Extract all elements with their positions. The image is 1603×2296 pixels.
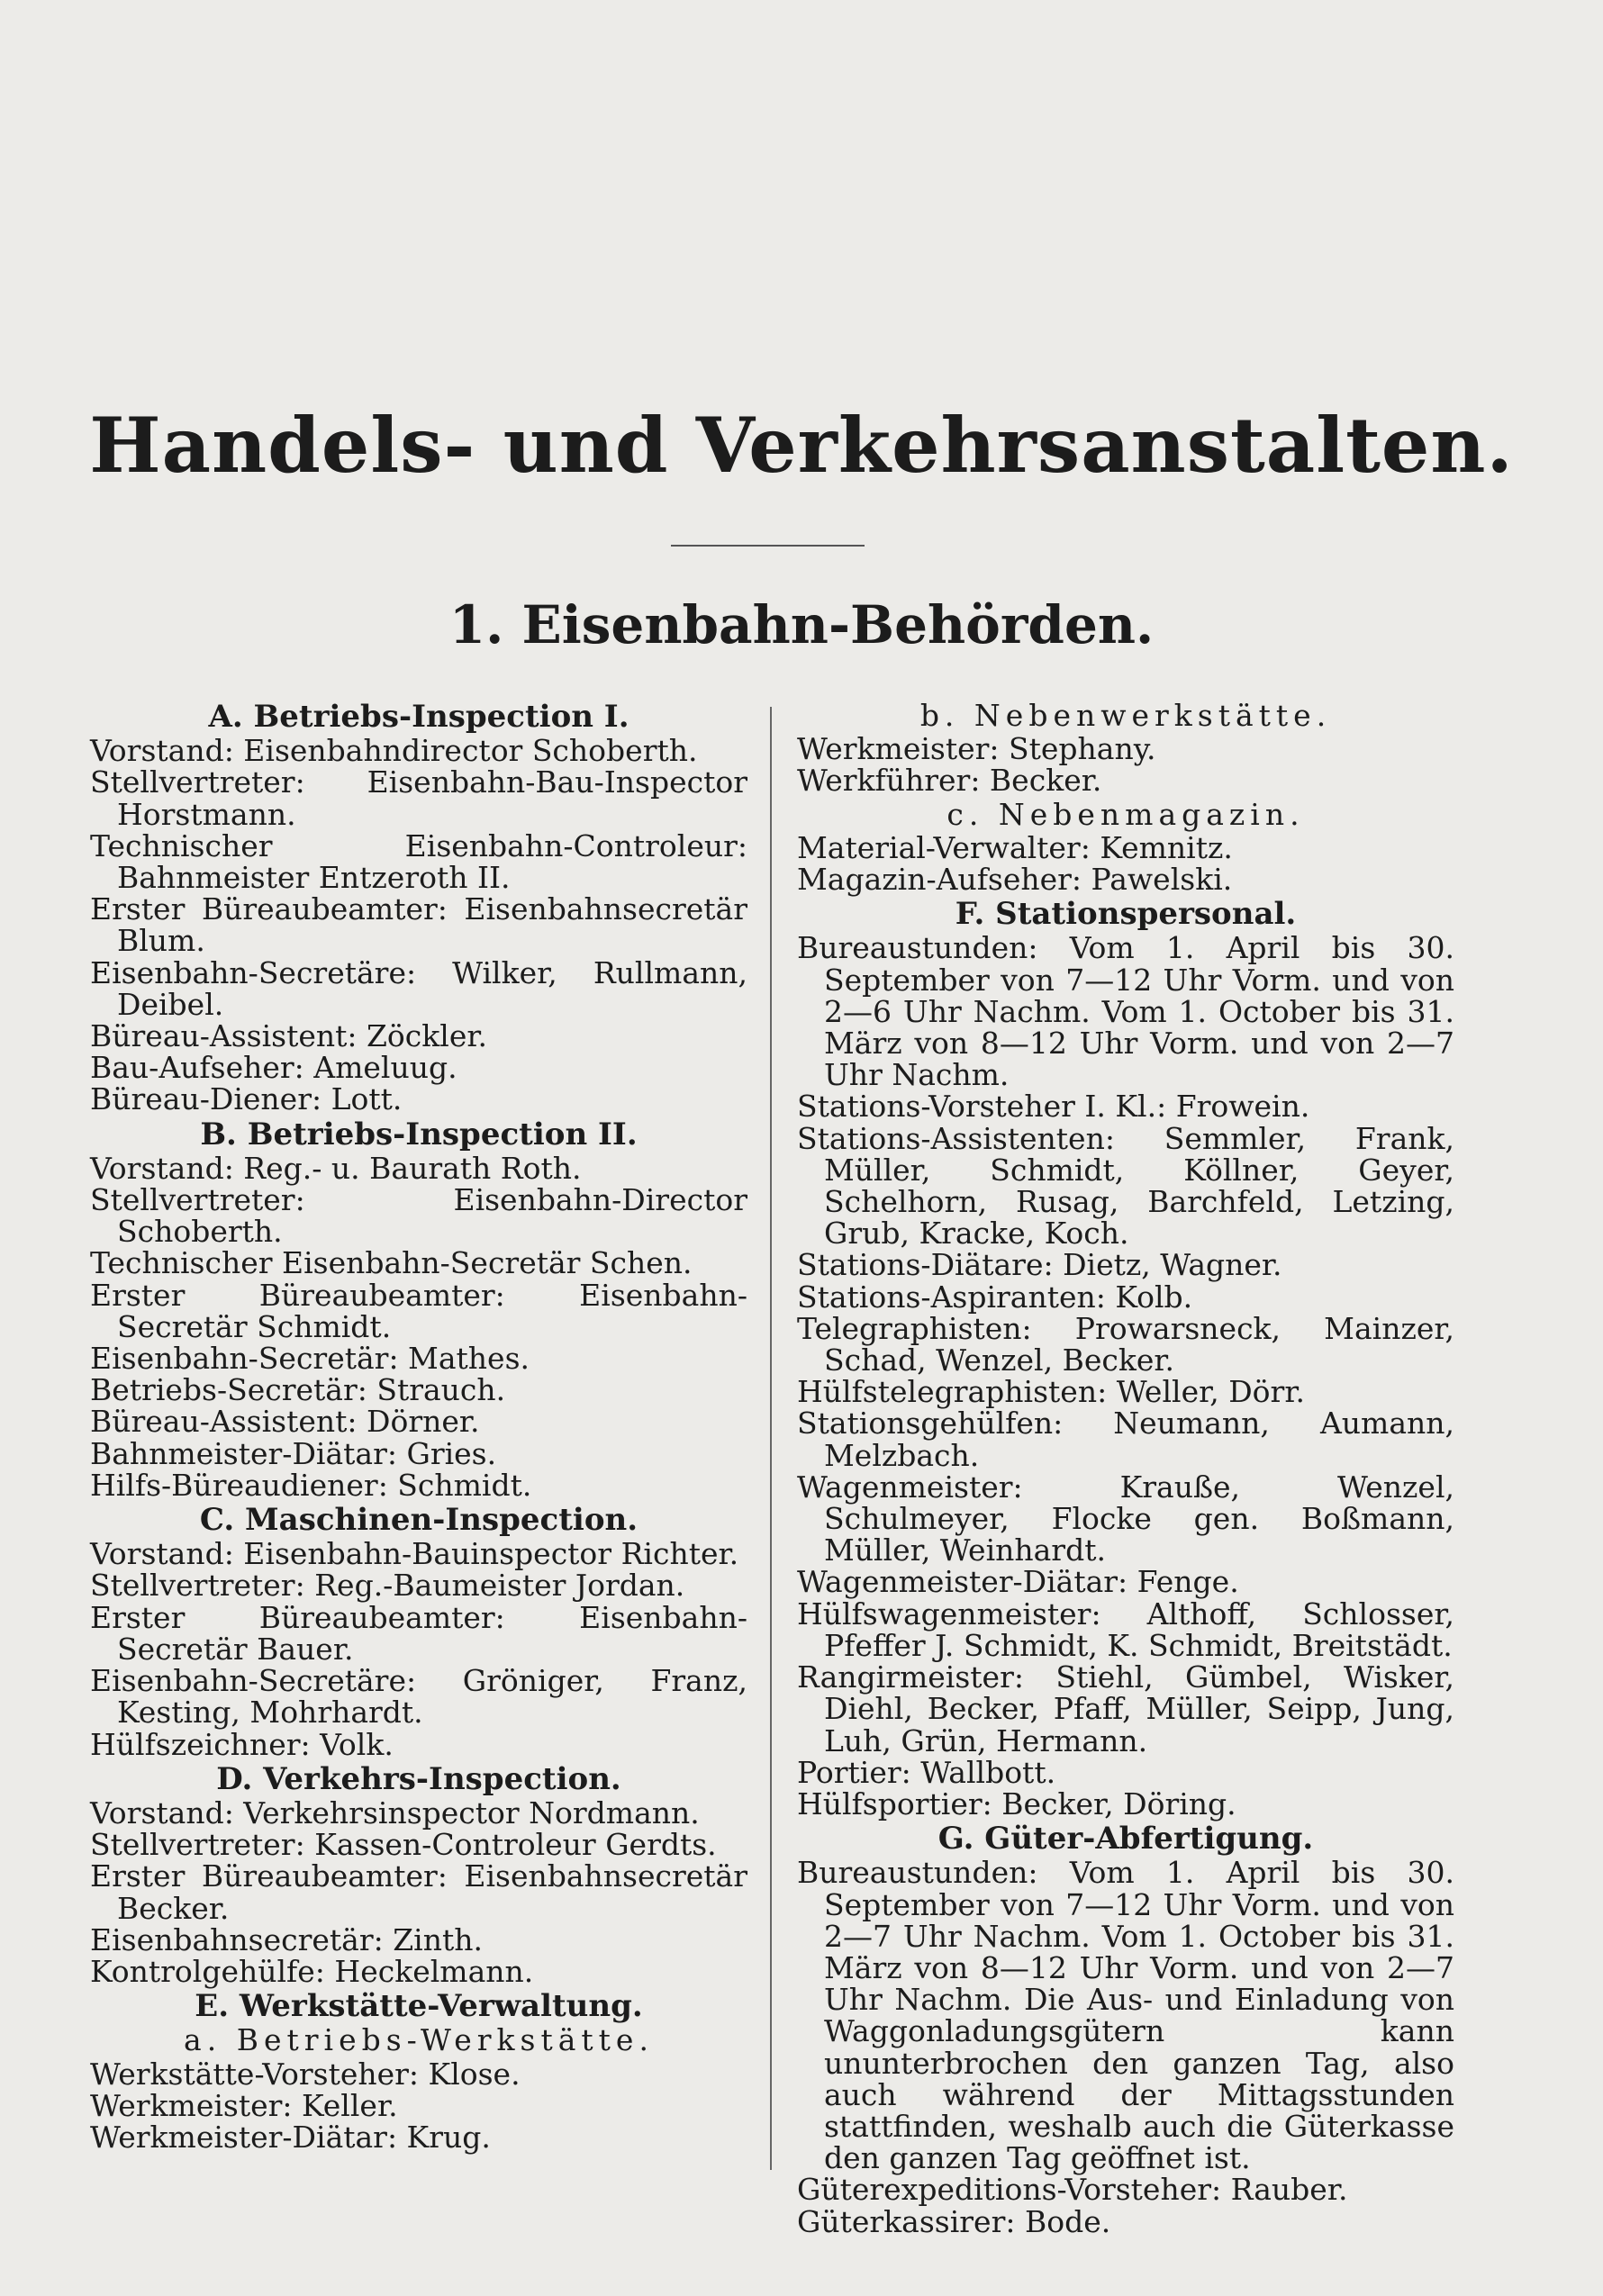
subsection-heading: b. Nebenwerkstätte. <box>919 698 1332 733</box>
directory-entry: Magazin-Aufseher: Pawelski. <box>797 862 1233 898</box>
directory-entry: Werkmeister: Keller. <box>90 2087 398 2123</box>
subsection-heading: c. Nebenmagazin. <box>946 796 1305 832</box>
directory-entry: Stations-Diätare: Dietz, Wagner. <box>797 1247 1282 1283</box>
directory-entry: Bahnmeister-Diätar: Gries. <box>90 1435 497 1471</box>
title-rule <box>671 545 865 547</box>
directory-entry: Bureaustunden: Vom 1. April bis 30. September von 7—12 Uhr Vorm. und von 2—6 Uhr Nachm. Vom 1. October bis 31. März von 8—12 Uhr Vorm. und von 2—7 Uhr Nachm. <box>797 930 1454 1093</box>
directory-entry: Stellvertreter: Eisenbahn-Director Schoberth. <box>90 1182 747 1250</box>
directory-entry: Hülfsportier: Becker, Döring. <box>797 1785 1236 1821</box>
directory-entry: Hülfszeichner: Volk. <box>90 1726 394 1762</box>
subsection-heading: a. Betriebs-Werkstätte. <box>184 2022 654 2058</box>
directory-entry: Vorstand: Eisenbahn-Bauinspector Richter. <box>90 1536 739 1572</box>
directory-entry: Stations-Vorsteher I. Kl.: Frowein. <box>797 1089 1310 1125</box>
directory-entry: Bau-Aufseher: Ameluug. <box>90 1050 457 1086</box>
directory-entry: Vorstand: Eisenbahndirector Schoberth. <box>90 733 698 769</box>
section-heading: G. Güter-Abfertigung. <box>937 1821 1314 1858</box>
directory-entry: Stellvertreter: Reg.-Baumeister Jordan. <box>90 1568 685 1604</box>
directory-entry: Vorstand: Verkehrsinspector Nordmann. <box>90 1794 700 1830</box>
directory-entry: Kontrolgehülfe: Heckelmann. <box>90 1953 534 1989</box>
directory-entry: Werkmeister-Diätar: Krug. <box>90 2119 491 2155</box>
section-heading: A. Betriebs-Inspection I. <box>208 699 629 735</box>
directory-entry: Stationsgehülfen: Neumann, Aumann, Melzbach. <box>797 1406 1454 1473</box>
directory-entry: Vorstand: Reg.- u. Baurath Roth. <box>90 1150 582 1186</box>
section-heading: D. Verkehrs-Inspection. <box>216 1760 621 1797</box>
directory-entry: Erster Büreaubeamter: Eisenbahnsecretär Becker. <box>90 1858 747 1926</box>
left-column <box>90 698 747 2153</box>
directory-entry: Eisenbahnsecretär: Zinth. <box>90 1921 483 1957</box>
directory-entry: Eisenbahn-Secretär: Mathes. <box>90 1341 530 1377</box>
directory-entry: Wagenmeister: Krauße, Wenzel, Schulmeyer, Flocke gen. Boßmann, Müller, Weinhardt. <box>797 1469 1454 1568</box>
directory-entry: Stations-Assistenten: Semmler, Frank, Müller, Schmidt, Köllner, Geyer, Schelhorn, Rusag, Barchfeld, Letzing, Grub, Kracke, Koch. <box>797 1120 1454 1252</box>
directory-entry: Technischer Eisenbahn-Secretär Schen. <box>90 1245 693 1281</box>
section-heading: C. Maschinen-Inspection. <box>199 1502 638 1539</box>
directory-entry: Erster Büreaubeamter: Eisenbahn-Secretär Bauer. <box>90 1599 747 1667</box>
directory-entry: Hülfstelegraphisten: Weller, Dörr. <box>797 1374 1305 1410</box>
directory-entry: Güterkassirer: Bode. <box>797 2203 1111 2239</box>
directory-entry: Telegraphisten: Prowarsneck, Mainzer, Schad, Wenzel, Becker. <box>797 1310 1454 1379</box>
column-divider <box>770 707 772 2170</box>
directory-entry: Werkführer: Becker. <box>797 763 1102 799</box>
directory-entry: Stations-Aspiranten: Kolb. <box>797 1279 1193 1315</box>
directory-entry: Stellvertreter: Kassen-Controleur Gerdts. <box>90 1827 717 1863</box>
directory-entry: Werkstätte-Vorsteher: Klose. <box>90 2056 521 2092</box>
directory-entry: Güterexpeditions-Vorsteher: Rauber. <box>797 2172 1348 2208</box>
page-title: Handels- und Verkehrsanstalten. <box>89 401 1514 490</box>
directory-entry: Eisenbahn-Secretäre: Wilker, Rullmann, Deibel. <box>90 954 747 1022</box>
directory-entry: Werkmeister: Stephany. <box>797 731 1156 767</box>
section-heading: B. Betriebs-Inspection II. <box>200 1116 638 1153</box>
directory-entry: Wagenmeister-Diätar: Fenge. <box>797 1564 1239 1600</box>
directory-entry: Erster Büreaubeamter: Eisenbahn-Secretär Schmidt. <box>90 1277 747 1344</box>
directory-entry: Erster Büreaubeamter: Eisenbahnsecretär Blum. <box>90 891 747 959</box>
directory-entry: Rangirmeister: Stiehl, Gümbel, Wisker, Diehl, Becker, Pfaff, Müller, Seipp, Jung, Luh, Grün, Hermann. <box>797 1659 1454 1758</box>
directory-entry: Hilfs-Büreaudiener: Schmidt. <box>90 1467 532 1503</box>
directory-entry: Büreau-Diener: Lott. <box>90 1081 403 1117</box>
directory-entry: Material-Verwalter: Kemnitz. <box>797 829 1233 865</box>
chapter-title: 1. Eisenbahn-Behörden. <box>448 594 1155 655</box>
directory-entry: Technischer Eisenbahn-Controleur: Bahnmeister Entzeroth II. <box>90 827 747 896</box>
directory-entry: Büreau-Assistent: Dörner. <box>90 1404 480 1440</box>
directory-entry: Bureaustunden: Vom 1. April bis 30. September von 7—12 Uhr Vorm. und von 2—7 Uhr Nachm. Vom 1. October bis 31. März von 8—12 Uhr Vorm. und von 2—7 Uhr Nachm. Die Aus- und Einladung von Waggonladungsgütern kann ununterbrochen den ganzen Tag, also auch während der Mittagsstunden stattfinden, weshalb auch die Güterkasse den ganzen Tag geöffnet ist. <box>797 1855 1454 2176</box>
directory-entry: Stellvertreter: Eisenbahn-Bau-Inspector Horstmann. <box>90 764 747 832</box>
section-heading: F. Stationspersonal. <box>955 896 1297 933</box>
directory-entry: Eisenbahn-Secretäre: Gröniger, Franz, Kesting, Mohrhardt. <box>90 1663 747 1731</box>
right-column <box>797 698 1454 2237</box>
directory-entry: Betriebs-Secretär: Strauch. <box>90 1372 506 1408</box>
section-heading: E. Werkstätte-Verwaltung. <box>195 1988 643 2025</box>
directory-entry: Hülfswagenmeister: Althoff, Schlosser, Pfeffer J. Schmidt, K. Schmidt, Breitstädt. <box>797 1595 1454 1663</box>
directory-entry: Büreau-Assistent: Zöckler. <box>90 1018 487 1054</box>
directory-entry: Portier: Wallbott. <box>797 1754 1056 1790</box>
